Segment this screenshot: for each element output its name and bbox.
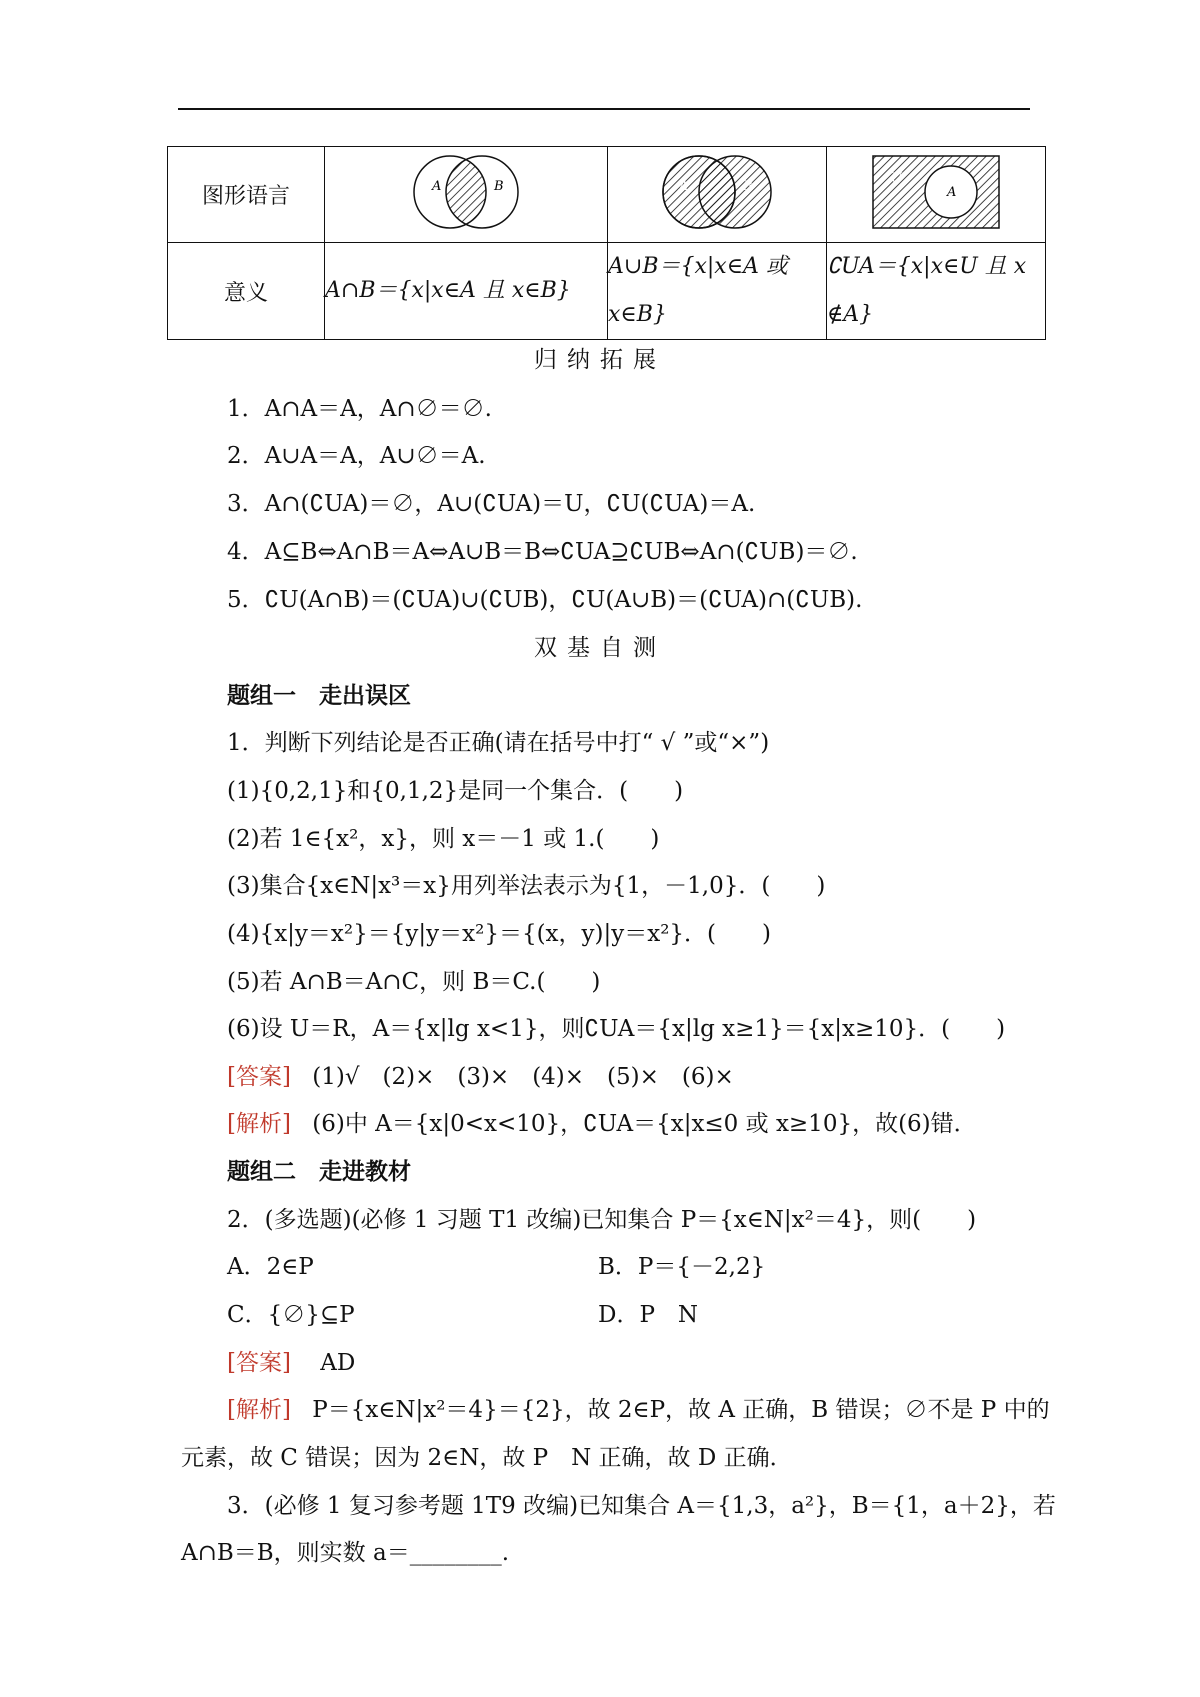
q1-item-3: (3)集合{x∈N|x³＝x}用列举法表示为{1，－1,0}．( ) xyxy=(227,873,826,899)
venn-complement-diagram xyxy=(871,152,1001,232)
q2-analysis-line-2: 元素，故 C 错误；因为 2∈N，故 P N 正确，故 D 正确． xyxy=(181,1445,793,1471)
q2-answer xyxy=(227,1344,355,1377)
analysis-text: P＝{x∈N|x²＝4}＝{2}，故 2∈P，故 A 正确，B 错误；∅不是 P 中的 xyxy=(312,1397,1050,1423)
question-1: 1．判断下列结论是否正确(请在括号中打“ √ ”或“×”) xyxy=(227,730,770,756)
venn-intersection-diagram xyxy=(406,150,526,234)
q1-item-1: (1){0,2,1}和{0,1,2}是同一个集合．( ) xyxy=(227,778,684,804)
option-b: B．P＝{－2,2} xyxy=(598,1254,766,1280)
answer-text: AD xyxy=(320,1350,356,1376)
meaning-union-line-2: x∈B} xyxy=(608,302,667,327)
venn-label-b: B xyxy=(743,178,753,194)
answer-tag: [答案] xyxy=(227,1064,291,1090)
q1-analysis xyxy=(227,1105,977,1138)
q2-analysis-line-1 xyxy=(227,1391,1050,1424)
venn-label-u: U xyxy=(891,170,902,186)
analysis-tag: [解析] xyxy=(227,1397,291,1423)
q1-item-6: (6)设 U＝R，A＝{x|lg x<1}，则∁UA＝{x|lg x≥1}＝{x|x≥10}．( ) xyxy=(227,1016,1006,1042)
venn-label-a: A xyxy=(679,178,689,194)
option-a: A．2∈P xyxy=(227,1254,314,1280)
property-2: 2．A∪A＝A，A∪∅＝A. xyxy=(227,443,486,469)
q1-answer xyxy=(227,1058,734,1091)
question-3-line-1: 3．(必修 1 复习参考题 1T9 改编)已知集合 A＝{1,3，a²}，B＝{1，a＋2}，若 xyxy=(227,1493,1056,1519)
property-5: 5．∁U(A∩B)＝(∁UA)∪(∁UB)，∁U(A∪B)＝(∁UA)∩(∁UB). xyxy=(227,587,863,613)
venn-complement xyxy=(827,147,1046,243)
question-3-line-2: A∩B＝B，则实数 a＝________. xyxy=(181,1540,510,1566)
meaning-union-line-1: A∪B＝{x|x∈A 或 xyxy=(608,254,788,279)
option-c: C．{∅}⊆P xyxy=(227,1302,355,1328)
header-rule xyxy=(178,108,1030,110)
group2-title: 题组二 走进教材 xyxy=(227,1159,411,1185)
question-2: 2．(多选题)(必修 1 习题 T1 改编)已知集合 P＝{x∈N|x²＝4}，则( ) xyxy=(227,1207,977,1233)
analysis-tag: [解析] xyxy=(227,1111,291,1137)
group1-title: 题组一 走出误区 xyxy=(227,683,411,709)
property-3: 3．A∩(∁UA)＝∅，A∪(∁UA)＝U，∁U(∁UA)＝A. xyxy=(227,491,756,517)
row-label-graphic: 图形语言 xyxy=(168,147,325,243)
row-label-meaning: 意义 xyxy=(168,243,325,340)
q1-item-4: (4){x|y＝x²}＝{y|y＝x²}＝{(x，y)|y＝x²}．( ) xyxy=(227,921,772,947)
answer-tag: [答案] xyxy=(227,1350,291,1376)
venn-label-a: A xyxy=(947,184,957,200)
q1-item-2: (2)若 1∈{x²，x}，则 x＝－1 或 1.( ) xyxy=(227,826,660,852)
meaning-complement-line-2: ∉A} xyxy=(827,302,874,327)
meaning-complement xyxy=(827,243,1046,340)
meaning-complement-line-1: ∁UA＝{x|x∈U 且 x xyxy=(827,254,1027,279)
answer-text: (1)√ (2)× (3)× (4)× (5)× (6)× xyxy=(312,1064,734,1090)
venn-label-b: B xyxy=(494,178,504,194)
venn-intersection xyxy=(325,147,608,243)
meaning-intersection: A∩B＝{x|x∈A 且 x∈B} xyxy=(325,243,608,340)
meaning-union xyxy=(608,243,827,340)
venn-union xyxy=(608,147,827,243)
venn-label-a: A xyxy=(432,178,442,194)
set-operations-table xyxy=(167,146,1046,340)
property-4: 4．A⊆B⇔A∩B＝A⇔A∪B＝B⇔∁UA⊇∁UB⇔A∩(∁UB)＝∅. xyxy=(227,539,858,565)
option-d: D．P N xyxy=(598,1302,699,1328)
analysis-text: (6)中 A＝{x|0<x<10}，∁UA＝{x|x≤0 或 x≥10}，故(6)错． xyxy=(312,1111,977,1137)
heading-self-test: 双基自测 xyxy=(534,635,666,661)
q1-item-5: (5)若 A∩B＝A∩C，则 B＝C.( ) xyxy=(227,969,601,995)
heading-induction: 归纳拓展 xyxy=(534,347,666,373)
property-1: 1．A∩A＝A，A∩∅＝∅. xyxy=(227,396,492,422)
venn-union-diagram xyxy=(657,150,777,234)
